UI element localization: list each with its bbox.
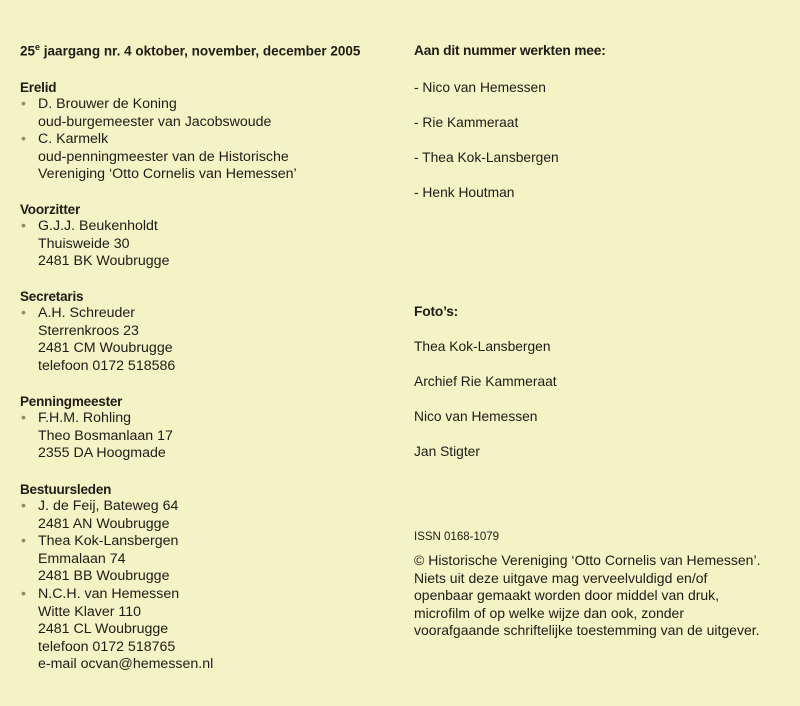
section-erelid [20, 79, 380, 184]
bullet: • [21, 585, 26, 602]
item-line: 2481 AN Woubrugge [38, 515, 170, 532]
contributor-name: - Thea Kok-Lansbergen [414, 150, 559, 165]
item-line: C. Karmelk [38, 131, 109, 148]
list-item [20, 410, 380, 463]
item-line: e-mail ocvan@hemessen.nl [38, 656, 214, 673]
item-line: Thea Kok-Lansbergen [38, 533, 179, 550]
item-line: 2481 CM Woubrugge [38, 340, 173, 357]
section-secretaris [20, 288, 380, 375]
photo-credit: Nico van Hemessen [414, 409, 538, 424]
item-line: J. de Feij, Bateweg 64 [38, 498, 179, 514]
imprint-line: Niets uit deze uitgave mag verveelvuldigd en/of [414, 569, 708, 586]
copyright-notice [414, 552, 794, 640]
list-item [20, 131, 380, 184]
item-line: Vereniging ‘Otto Cornelis van Hemessen’ [38, 166, 297, 183]
bullet: • [21, 498, 26, 514]
issue-volume: 25 [20, 43, 36, 59]
list-item [20, 586, 380, 674]
bullet: • [21, 410, 26, 426]
section-title: Secretaris [20, 289, 84, 304]
list-item [20, 533, 380, 586]
item-line: G.J.J. Beukenholdt [38, 218, 158, 234]
item-line: 2481 CL Woubrugge [38, 621, 169, 638]
issue-volume-suffix: e [35, 42, 41, 52]
contributors-title: Aan dit nummer werkten mee: [414, 43, 606, 58]
item-line: N.C.H. van Hemessen [38, 585, 180, 602]
bullet: • [21, 96, 26, 112]
item-line: A.H. Schreuder [38, 305, 135, 321]
bullet: • [21, 305, 26, 321]
list-item [20, 218, 380, 271]
photo-credit: Jan Stigter [414, 444, 480, 459]
imprint-line: microfilm of op welke wijze dan ook, zonder [414, 604, 685, 621]
item-line: 2355 DA Hoogmade [38, 445, 166, 462]
item-line: Theo Bosmanlaan 17 [38, 427, 173, 444]
item-line: telefoon 0172 518586 [38, 357, 176, 374]
section-title: Bestuursleden [20, 482, 112, 497]
item-line: Emmalaan 74 [38, 550, 126, 567]
photo-credit: Archief Rie Kammeraat [414, 374, 557, 389]
item-line: Sterrenkroos 23 [38, 322, 139, 339]
item-line: oud-penningmeester van de Historische [38, 148, 289, 165]
imprint-line: © Historische Vereniging ‘Otto Cornelis van Hemessen’. [414, 552, 761, 568]
imprint-line: openbaar gemaakt worden door middel van druk, [414, 587, 720, 604]
section-title: Penningmeester [20, 394, 123, 409]
item-line: Witte Klaver 110 [38, 603, 142, 620]
item-line: Thuisweide 30 [38, 235, 130, 252]
item-line: oud-burgemeester van Jacobswoude [38, 113, 272, 130]
contributor-name: - Rie Kammeraat [414, 115, 519, 130]
section-title: Erelid [20, 80, 57, 95]
item-line: telefoon 0172 518765 [38, 638, 176, 655]
contributor-name: - Henk Houtman [414, 185, 515, 200]
item-line: 2481 BB Woubrugge [38, 568, 170, 585]
contributor-name: - Nico van Hemessen [414, 80, 546, 95]
issue-header [20, 42, 360, 59]
list-item [20, 96, 380, 131]
section-bestuursleden [20, 481, 380, 674]
list-item [20, 498, 380, 533]
photo-credit: Thea Kok-Lansbergen [414, 339, 551, 354]
bullet: • [21, 218, 26, 234]
item-line: 2481 BK Woubrugge [38, 253, 170, 270]
issue-details: jaargang nr. 4 oktober, november, december 2005 [40, 43, 361, 59]
section-voorzitter [20, 201, 380, 271]
bullet: • [21, 533, 26, 550]
section-penningmeester [20, 393, 380, 463]
photos-title: Foto’s: [414, 304, 459, 319]
issn: ISSN 0168-1079 [414, 531, 500, 543]
section-title: Voorzitter [20, 202, 81, 217]
list-item [20, 305, 380, 375]
item-line: D. Brouwer de Koning [38, 96, 177, 112]
item-line: F.H.M. Rohling [38, 410, 132, 426]
imprint-line: voorafgaande schriftelijke toestemming van de uitgever. [414, 622, 760, 639]
bullet: • [21, 131, 26, 148]
